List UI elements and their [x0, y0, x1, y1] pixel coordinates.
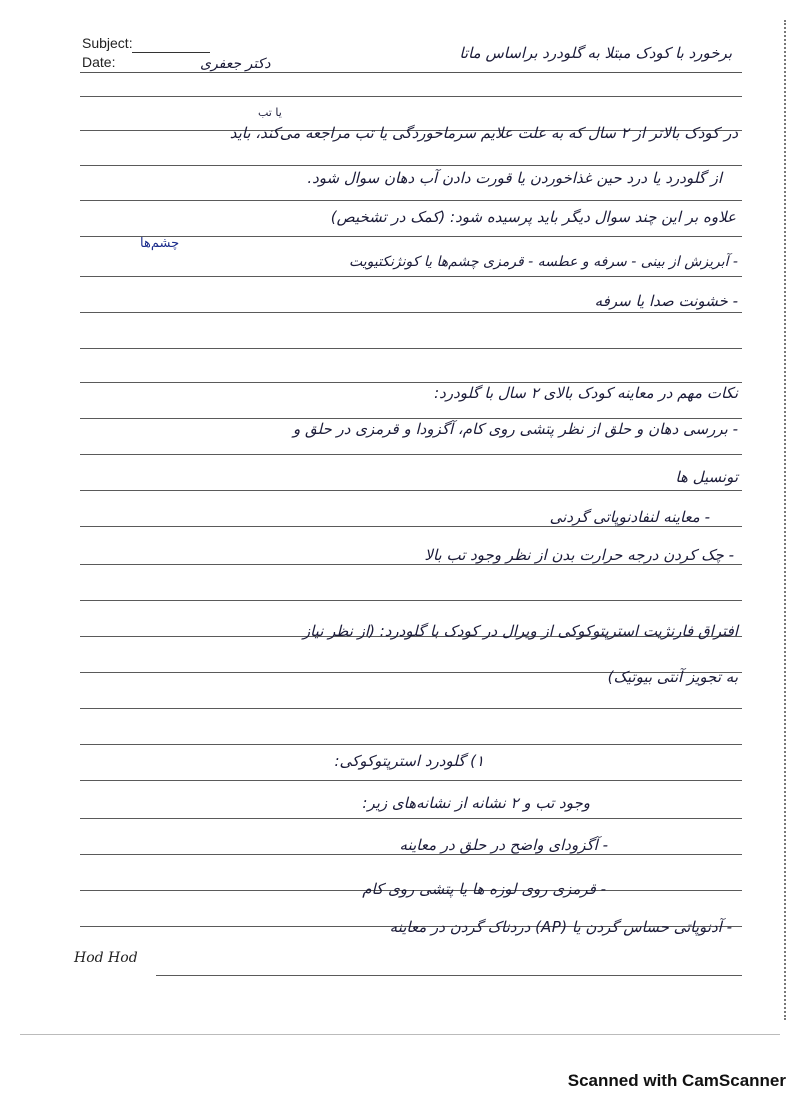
text-line-3: علاوه بر این چند سوال دیگر باید پرسیده شود: (کمک در تشخیص) [330, 208, 736, 226]
scanner-watermark: Scanned with CamScanner [567, 1071, 786, 1090]
rule-line [80, 382, 742, 383]
text-line-5: - خشونت صدا یا سرفه [594, 292, 738, 310]
rule-line [80, 854, 742, 855]
binder-holes [784, 20, 788, 1020]
rule-line [80, 490, 742, 491]
rule-line [80, 348, 742, 349]
rule-line [80, 200, 742, 201]
rule-line [80, 708, 742, 709]
text-line-8: تونسیل ها [675, 468, 738, 486]
rule-line [80, 236, 742, 237]
rule-line [80, 165, 742, 166]
text-line-2: از گلودرد یا درد حین غذاخوردن یا قورت دادن آب دهان سوال شود. [307, 169, 722, 187]
rule-line [80, 276, 742, 277]
rule-line [80, 418, 742, 419]
text-line-14: وجود تب و ۲ نشانه از نشانه‌های زیر: [362, 794, 590, 812]
text-line-10: - چک کردن درجه حرارت بدن از نظر وجود تب بالا [424, 546, 734, 564]
subject-line [132, 52, 210, 53]
date-label: Date: [82, 54, 116, 70]
rule-line [80, 818, 742, 819]
page-bottom-line [20, 1034, 780, 1035]
rule-line [156, 975, 742, 976]
rule-line [80, 454, 742, 455]
text-line-11: افتراق فارنژیت استرپتوکوکی از ویرال در کودک با گلودرد: (از نظر نیاز [302, 622, 738, 640]
text-line-7: - بررسی دهان و حلق از نظر پتشی روی کام، آگزودا و قرمزی در حلق و [292, 420, 738, 438]
text-line-9: - معاینه لنفادنوپاتی گردنی [549, 508, 710, 526]
text-line-17: - آدنوپاتی حساس گردن یا (AP) دردناک گردن در معاینه [389, 918, 732, 936]
author-name: دکتر جعفری [200, 56, 271, 72]
text-line-13: ۱) گلودرد استرپتوکوکی: [334, 752, 484, 770]
text-line-12: به تجویز آنتی بیوتیک) [607, 668, 738, 686]
text-line-6: نکات مهم در معاینه کودک بالای ۲ سال با گلودرد: [434, 384, 738, 402]
rule-line [80, 600, 742, 601]
rule-line [80, 96, 742, 97]
rule-line [80, 564, 742, 565]
subject-label: Subject: [82, 35, 133, 51]
text-line-15: - آگزودای واضح در حلق در معاینه [399, 836, 608, 854]
signature: Hod Hod [74, 950, 138, 966]
rule-line [80, 744, 742, 745]
rule-line [80, 312, 742, 313]
fever-annotation: یا تب [258, 106, 282, 119]
rule-line [80, 780, 742, 781]
text-line-4: - آبریزش از بینی - سرفه و عطسه - قرمزی چشم‌ها یا کونژنکتیویت [348, 254, 738, 270]
text-line-1: در کودک بالاتر از ۲ سال که به علت علایم سرماخوردگی یا تب مراجعه می‌کند، باید [229, 124, 738, 142]
text-line-16: - قرمزی روی لوزه ها یا پتشی روی کام [362, 880, 606, 898]
date-line [80, 72, 742, 73]
eyes-annotation: چشم‌ها [140, 236, 180, 251]
rule-line [80, 526, 742, 527]
page-title: برخورد با کودک مبتلا به گلودرد براساس ماتا [459, 44, 732, 62]
